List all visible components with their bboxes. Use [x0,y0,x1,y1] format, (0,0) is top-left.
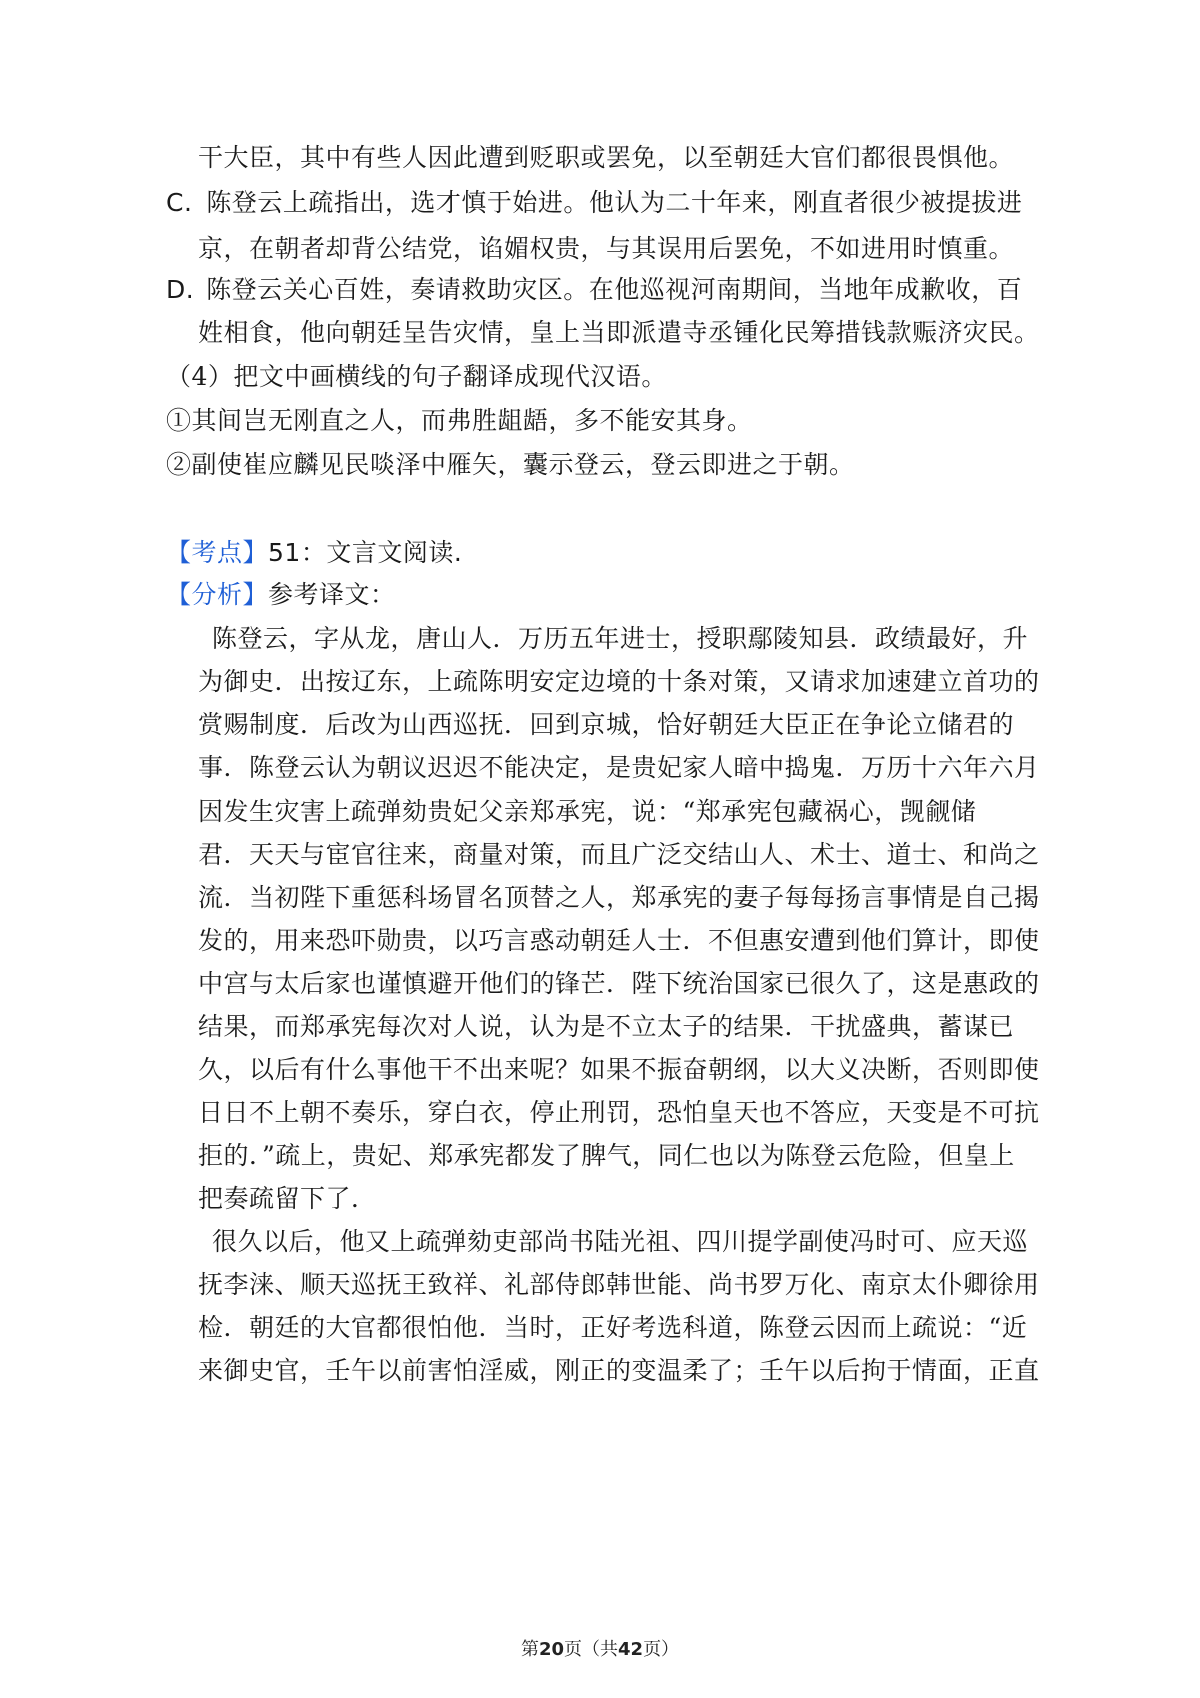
option-d-line-1: D. 陈登云关心百姓，奏请救助灾区。在他巡视河南期间，当地年成歉收，百 [166,275,1023,304]
translation-line: 发的，用来恐吓勋贵，以巧言惑动朝廷人士．不但惠安遭到他们算计，即使 [198,926,1040,955]
translation-line: 因发生灾害上疏弹劾贵妃父亲郑承宪，说：“郑承宪包藏祸心，觊觎储 [198,797,977,826]
option-d-marker: D. [166,275,195,304]
translation-line: 日日不上朝不奏乐，穿白衣，停止刑罚，恐怕皇天也不答应，天变是不可抗 [198,1098,1040,1127]
question-4-item-2: ②副使崔应麟见民啖泽中雁矢，囊示登云，登云即进之于朝。 [166,450,855,479]
translation-line: 事．陈登云认为朝议迟迟不能决定，是贵妃家人暗中捣鬼．万历十六年六月 [198,753,1040,782]
question-4-item-1: ①其间岂无刚直之人，而弗胜龃龉，多不能安其身。 [166,406,753,435]
fenxi-text: 参考译文： [268,580,396,609]
kaodian-tag: 【考点】 [166,538,269,567]
page-number: 20 [538,1639,564,1660]
translation-line: 赏赐制度．后改为山西巡抚．回到京城，恰好朝廷大臣正在争论立储君的 [198,710,1015,739]
kaodian-line [166,536,462,570]
option-d-line-2: 姓相食，他向朝廷呈告灾情，皇上当即派遣寺丞锺化民筹措钱款赈济灾民。 [198,318,1040,347]
translation-line: 中宫与太后家也谨慎避开他们的锋芒．陛下统治国家已很久了，这是惠政的 [198,969,1040,998]
translation-line: 拒的．”疏上，贵妃、郑承宪都发了脾气，同仁也以为陈登云危险，但皇上 [198,1141,1015,1170]
option-c-marker: C. [166,188,193,217]
option-c-line-2: 京，在朝者却背公结党，谄媚权贵，与其误用后罢免，不如进用时慎重。 [198,234,1015,263]
translation-line: 抚李涞、顺天巡抚王致祥、礼部侍郎韩世能、尚书罗万化、南京太仆卿徐用 [198,1270,1040,1299]
translation-line: 来御史官，壬午以前害怕淫威，刚正的变温柔了；壬午以后拘于情面，正直 [198,1356,1040,1385]
total-pages: 42 [618,1639,644,1660]
fenxi-tag: 【分析】 [166,580,269,609]
option-c-line-1: C. 陈登云上疏指出，选才慎于始进。他认为二十年来，刚直者很少被提拔进 [166,188,1023,217]
translation-line: 结果，而郑承宪每次对人说，认为是不立太子的结果．干扰盛典，蓄谋已 [198,1012,1015,1041]
translation-line: 检．朝廷的大官都很怕他．当时，正好考选科道，陈登云因而上疏说：“近 [198,1313,1028,1342]
page-footer: 第20页（共42页） [520,1639,680,1660]
translation-line: 君．天天与宦官往来，商量对策，而且广泛交结山人、术士、道士、和尚之 [198,840,1040,869]
fenxi-line [166,578,396,612]
translation-line: 为御史．出按辽东，上疏陈明安定边境的十条对策，又请求加速建立首功的 [198,667,1040,696]
translation-line: 流．当初陛下重惩科场冒名顶替之人，郑承宪的妻子每每扬言事情是自己揭 [198,883,1040,912]
translation-line: 把奏疏留下了． [198,1184,377,1213]
text-line: 干大臣，其中有些人因此遭到贬职或罢免，以至朝廷大官们都很畏惧他。 [198,143,1015,172]
translation-line: 陈登云，字从龙，唐山人．万历五年进士，授职鄢陵知县．政绩最好，升 [212,624,1029,653]
kaodian-text: 51：文言文阅读. [268,538,463,567]
translation-line: 久，以后有什么事他干不出来呢？如果不振奋朝纲，以大义决断，否则即使 [198,1055,1040,1084]
translation-line: 很久以后，他又上疏弹劾吏部尚书陆光祖、四川提学副使冯时可、应天巡 [212,1227,1029,1256]
question-4-prompt: （4）把文中画横线的句子翻译成现代汉语。 [166,362,667,391]
